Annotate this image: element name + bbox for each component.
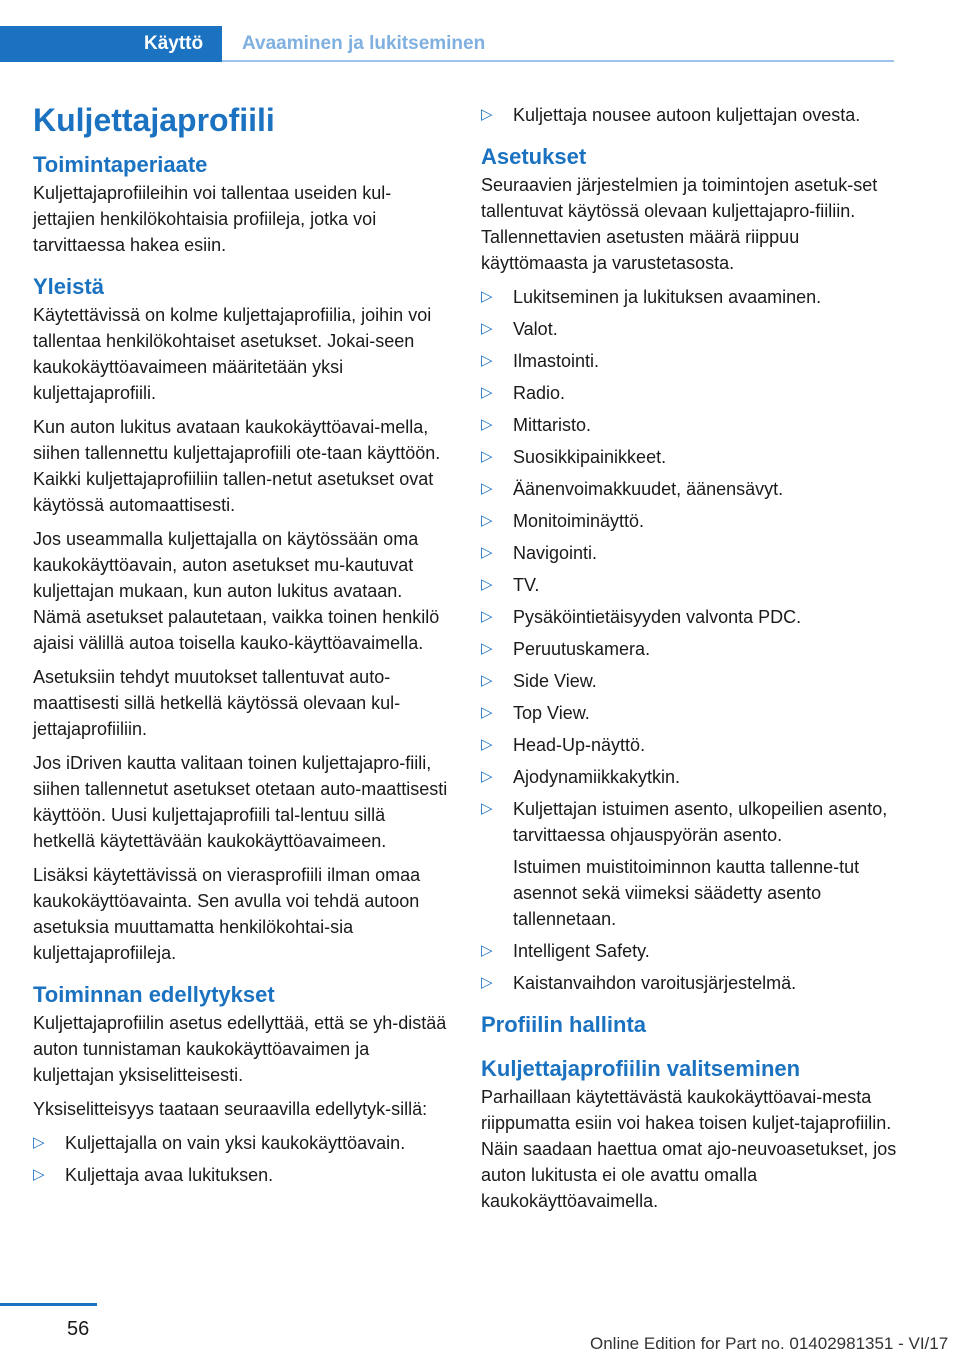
list-item: ▷ TV. — [481, 572, 897, 598]
triangle-bullet-icon: ▷ — [481, 768, 493, 785]
edition-text: Online Edition for Part no. 01402981351 - VI/17 — [590, 1334, 949, 1353]
left-column — [33, 100, 449, 1196]
list-item: ▷ Peruutuskamera. — [481, 636, 897, 662]
triangle-bullet-icon: ▷ — [481, 320, 493, 337]
triangle-bullet-icon: ▷ — [481, 942, 493, 959]
triangle-bullet-icon: ▷ — [481, 974, 493, 991]
list-item: ▷ Lukitseminen ja lukituksen avaaminen. — [481, 284, 897, 310]
list-item: ▷ Mittaristo. — [481, 412, 897, 438]
paragraph: Kun auton lukitus avataan kaukokäyttöavai-mella, siihen tallennettu kuljettajaprofiili ote-taan käyttöön. Kaikki kuljettajaprofiiliin tallen-netut asetukset ovat käytössä automaattisesti. — [33, 417, 441, 515]
triangle-bullet-icon: ▷ — [481, 608, 493, 625]
page-title: Kuljettajaprofiili — [33, 102, 275, 138]
paragraph: Lisäksi käytettävissä on vierasprofiili ilman omaa kaukokäyttöavainta. Sen avulla voi tehdä autoon asetuksia muuttamatta henkilökohtai-sia kuljettajaprofiileja. — [33, 865, 421, 963]
section-asetukset — [481, 142, 897, 996]
chapter-title[interactable]: Avaaminen ja lukitseminen — [242, 33, 486, 54]
triangle-bullet-icon: ▷ — [481, 672, 493, 689]
list-item: ▷ Suosikkipainikkeet. — [481, 444, 897, 470]
list-item: ▷ Side View. — [481, 668, 897, 694]
settings-list — [481, 284, 897, 996]
paragraph: Seuraavien järjestelmien ja toimintojen asetuk-set tallentuvat käytössä olevaan kuljettajapro-fiiliin. Tallennettavien asetusten määrä riippuu käyttömaasta ja varustetasosta. — [481, 175, 878, 273]
section-heading: Yleistä — [33, 274, 104, 299]
triangle-bullet-icon: ▷ — [481, 800, 493, 817]
bullet-list — [33, 1130, 449, 1188]
list-item: ▷ Kuljettajalla on vain yksi kaukokäyttöavain. — [33, 1130, 449, 1156]
triangle-bullet-icon: ▷ — [481, 448, 493, 465]
triangle-bullet-icon: ▷ — [481, 704, 493, 721]
section-heading: Toimintaperiaate — [33, 152, 208, 177]
list-item: ▷ Ajodynamiikkakytkin. — [481, 764, 897, 790]
list-item: ▷ Head-Up-näyttö. — [481, 732, 897, 758]
paragraph: Parhaillaan käytettävästä kaukokäyttöavai-mesta riippumatta esiin voi hakea toisen kuljet-tajaprofiilin. Näin saadaan haettua omat ajo-neuvoasetukset, jos auton lukitusta ei ole avattu omalla kaukokäyttöavaimella. — [481, 1087, 897, 1211]
list-item: ▷ Top View. — [481, 700, 897, 726]
list-item: ▷ Ilmastointi. — [481, 348, 897, 374]
section-heading: Toiminnan edellytykset — [33, 982, 275, 1007]
list-item: ▷ Intelligent Safety. — [481, 938, 897, 964]
section-toimintaperiaate — [33, 150, 449, 258]
paragraph: Jos iDriven kautta valitaan toinen kuljettajapro-fiili, siihen tallennetut asetukset otetaan auto-maattisesti käyttöön. Uusi kuljettajaprofiili tal-lentuu sillä hetkellä käytettävään kaukokäyttöavaimeen. — [33, 753, 448, 851]
list-item-note: Istuimen muistitoiminnon kautta tallenne-tut asennot sekä viimeksi säädetty asento tallennetaan. — [513, 857, 860, 929]
list-item: ▷ Navigointi. — [481, 540, 897, 566]
section-tab[interactable]: Käyttö — [0, 26, 222, 62]
bullet-list — [481, 102, 897, 128]
page-number: 56 — [67, 1318, 90, 1340]
triangle-bullet-icon: ▷ — [481, 736, 493, 753]
list-item: ▷ Äänenvoimakkuudet, äänensävyt. — [481, 476, 897, 502]
triangle-bullet-icon: ▷ — [481, 106, 493, 123]
header-bar — [0, 0, 960, 62]
list-item: ▷ Kaistanvaihdon varoitusjärjestelmä. — [481, 970, 897, 996]
paragraph: Yksiselitteisyys taataan seuraavilla edellytyk-sillä: — [33, 1099, 428, 1119]
page-number-bar — [0, 1303, 97, 1306]
triangle-bullet-icon: ▷ — [481, 640, 493, 657]
section-heading: Profiilin hallinta — [481, 1012, 647, 1037]
section-profiilin-hallinta — [481, 1010, 897, 1040]
header-divider — [222, 60, 894, 62]
list-item: ▷ Monitoiminäyttö. — [481, 508, 897, 534]
list-item: ▷ Valot. — [481, 316, 897, 342]
list-item: ▷ Kuljettaja nousee autoon kuljettajan ovesta. — [481, 102, 897, 128]
triangle-bullet-icon: ▷ — [481, 416, 493, 433]
paragraph: Kuljettajaprofiilin asetus edellyttää, että se yh-distää auton tunnistaman kaukokäyttöavaimen ja kuljettajan yksiselitteisesti. — [33, 1013, 447, 1085]
paragraph: Kuljettajaprofiileihin voi tallentaa useiden kul-jettajien henkilökohtaisia profiileja, jotka voi tarvittaessa hakea esiin. — [33, 183, 392, 255]
triangle-bullet-icon: ▷ — [33, 1166, 45, 1183]
list-item: ▷ Radio. — [481, 380, 897, 406]
triangle-bullet-icon: ▷ — [481, 512, 493, 529]
triangle-bullet-icon: ▷ — [481, 384, 493, 401]
right-column — [481, 102, 897, 1222]
triangle-bullet-icon: ▷ — [481, 576, 493, 593]
paragraph: Asetuksiin tehdyt muutokset tallentuvat auto-maattisesti sillä hetkellä käytössä olevaan kul-jettajaprofiiliin. — [33, 667, 401, 739]
section-heading: Asetukset — [481, 144, 587, 169]
section-valitseminen — [481, 1054, 897, 1214]
triangle-bullet-icon: ▷ — [481, 544, 493, 561]
triangle-bullet-icon: ▷ — [481, 288, 493, 305]
section-edellytykset — [33, 980, 449, 1188]
triangle-bullet-icon: ▷ — [481, 480, 493, 497]
section-yleista — [33, 272, 449, 966]
list-item: ▷ Pysäköintietäisyyden valvonta PDC. — [481, 604, 897, 630]
paragraph: Käytettävissä on kolme kuljettajaprofiilia, joihin voi tallentaa henkilökohtaiset asetukset. Jokai-seen kaukokäyttöavaimeen määritetään yksi kuljettajaprofiili. — [33, 305, 432, 403]
list-item: ▷ Kuljettaja avaa lukituksen. — [33, 1162, 449, 1188]
edition-footer — [590, 1334, 948, 1354]
section-heading: Kuljettajaprofiilin valitseminen — [481, 1056, 801, 1081]
list-item: ▷ Kuljettajan istuimen asento, ulkopeilien asento, tarvittaessa ohjauspyörän asento. Istuimen muistitoiminnon kautta tallenne-tut asennot sekä viimeksi säädetty asento tallennetaan. — [481, 796, 897, 932]
triangle-bullet-icon: ▷ — [33, 1134, 45, 1151]
paragraph: Jos useammalla kuljettajalla on käytössään oma kaukokäyttöavain, auton asetukset mu-kautuvat kuljettajan mukaan, kun auton lukitus avataan. Nämä asetukset palautetaan, vaikka toinen henkilö ajaisi välillä autoa toisella kauko-käyttöavaimella. — [33, 529, 440, 653]
triangle-bullet-icon: ▷ — [481, 352, 493, 369]
